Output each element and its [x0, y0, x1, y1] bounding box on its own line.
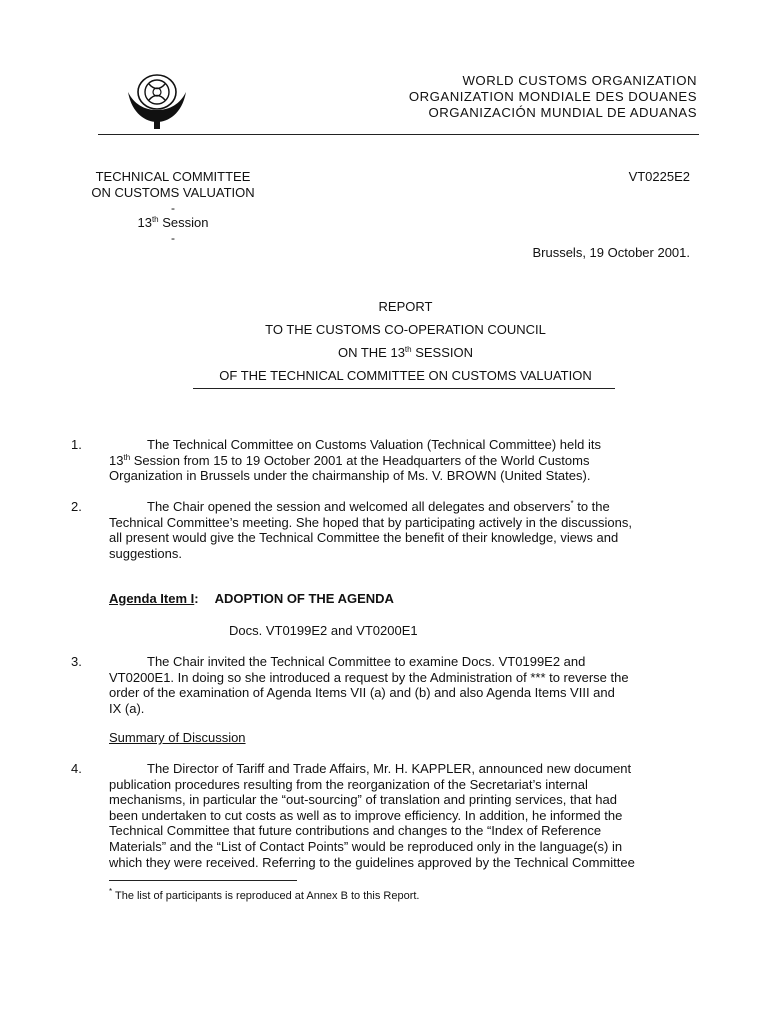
paragraph-line: [109, 761, 696, 777]
agenda-documents: Docs. VT0199E2 and VT0200E1: [229, 623, 418, 638]
footnote-divider: [109, 880, 297, 881]
paragraph-text: The Director of Tariff and Trade Affairs, Mr. H. KAPPLER, announced new document: [147, 761, 632, 776]
title-line-3-pre: ON THE 13: [337, 345, 405, 360]
paragraph-line: Materials” and the “List of Contact Points” would be reproduced only in the language(s) in: [109, 838, 623, 854]
paragraph-1: [71, 437, 696, 484]
paragraph-text: 13: [109, 452, 124, 468]
paragraph-text: The Technical Committee on Customs Valuation (Technical Committee) held its: [147, 437, 601, 452]
title-line-4: OF THE TECHNICAL COMMITTEE ON CUSTOMS VALUATION: [219, 368, 592, 383]
agenda-item-heading: [109, 591, 394, 606]
paragraph-line: [109, 499, 696, 515]
committee-block: [78, 169, 268, 245]
org-name-english: WORLD CUSTOMS ORGANIZATION: [462, 73, 697, 88]
committee-line-1: TECHNICAL COMMITTEE: [95, 169, 251, 184]
paragraph-line: Technical Committee’s meeting. She hoped that by participating actively in the discussions,: [109, 514, 632, 530]
paragraph-line: suggestions.: [109, 545, 182, 561]
agenda-item-label: Agenda Item I: [109, 591, 195, 606]
paragraph-line: all present would give the Technical Committee the benefit of their knowledge, views and: [109, 530, 619, 546]
paragraph-4: [71, 761, 696, 870]
footnote-marker[interactable]: *: [570, 499, 574, 508]
document-reference: VT0225E2: [628, 169, 690, 184]
paragraph-2: [71, 499, 696, 561]
paragraph-line: [109, 437, 696, 453]
header-divider: [98, 134, 699, 135]
agenda-item-title: ADOPTION OF THE AGENDA: [214, 591, 394, 606]
report-title: [98, 298, 713, 390]
committee-dash-2: -: [171, 231, 175, 245]
title-line-3: [98, 344, 713, 367]
org-name-spanish: ORGANIZACIÓN MUNDIAL DE ADUANAS: [428, 105, 697, 120]
date-line: Brussels, 19 October 2001.: [532, 245, 690, 260]
paragraph-line: order of the examination of Agenda Items VII (a) and (b) and also Agenda Items VIII and: [109, 685, 615, 701]
paragraph-line: Organization in Brussels under the chairmanship of Ms. V. BROWN (United States).: [109, 468, 591, 484]
paragraph-line: [109, 453, 696, 469]
title-line-3-sup: th: [404, 345, 412, 354]
paragraph-line: [109, 654, 696, 670]
paragraph-line: been undertaken to cut costs as well as to improve efficiency. In addition, he informed the: [109, 807, 623, 823]
paragraph-line: IX (a).: [109, 700, 145, 716]
paragraph-text: The Chair opened the session and welcomed all delegates and observers: [147, 499, 571, 514]
committee-line-2: ON CUSTOMS VALUATION: [91, 185, 255, 200]
title-line-3-post: SESSION: [411, 345, 474, 360]
footnote: [109, 887, 420, 902]
paragraph-line: publication procedures resulting from the reorganization of the Secretariat’s internal: [109, 776, 588, 792]
title-underline: [193, 388, 615, 389]
session-suffix: th: [151, 215, 159, 224]
paragraph-number: 3.: [71, 654, 82, 669]
summary-heading: Summary of Discussion: [109, 730, 246, 745]
title-line-1: REPORT: [378, 299, 433, 314]
paragraph-line: mechanisms, in particular the “out-sourcing” of translation and printing services, that had: [109, 792, 617, 808]
session-label: [78, 215, 268, 231]
paragraph-number: 1.: [71, 437, 82, 452]
paragraph-line: Technical Committee that future contributions and changes to the “Index of Reference: [109, 823, 602, 839]
wco-logo-icon: [124, 70, 190, 132]
paragraph-line: VT0200E1. In doing so she introduced a request by the Administration of *** to reverse the: [109, 669, 629, 685]
agenda-colon: :: [194, 591, 199, 606]
paragraph-3: [71, 654, 696, 716]
paragraph-text: The Chair invited the Technical Committee to examine Docs. VT0199E2 and: [147, 654, 586, 669]
org-name-french: ORGANIZATION MONDIALE DES DOUANES: [408, 89, 697, 104]
footnote-text: The list of participants is reproduced at Annex B to this Report.: [112, 890, 420, 902]
session-number: 13: [137, 215, 152, 230]
paragraph-line: which they were received. Referring to the guidelines approved by the Technical Committee: [109, 854, 635, 870]
organization-names: [409, 73, 697, 121]
paragraph-text: Session from 15 to 19 October 2001 at the Headquarters of the World Customs: [130, 452, 590, 468]
title-line-2: TO THE CUSTOMS CO-OPERATION COUNCIL: [265, 322, 546, 337]
session-word: Session: [158, 215, 209, 230]
ordinal-suffix: th: [123, 452, 131, 462]
paragraph-number: 2.: [71, 499, 82, 514]
paragraph-text: to the: [573, 499, 610, 514]
footnote-mark: *: [109, 887, 113, 896]
paragraph-number: 4.: [71, 761, 82, 776]
committee-dash-1: -: [171, 201, 175, 215]
